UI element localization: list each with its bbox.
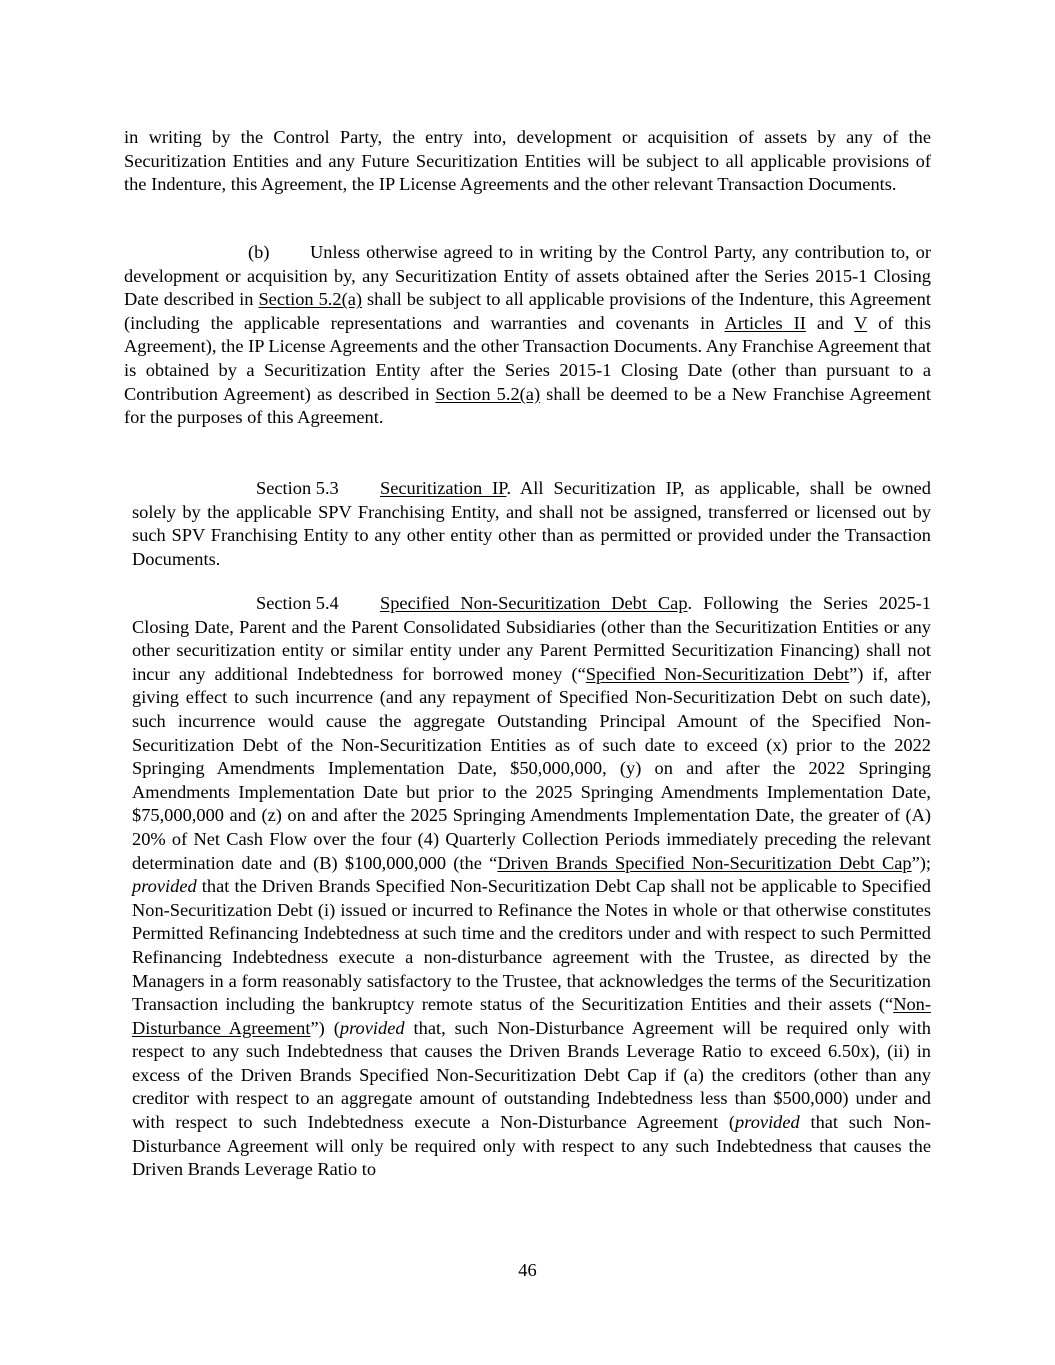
paragraph-text: in writing by the Control Party, the entry into, development or acquisition of assets by any of the Securitization Entities and any Future Securitization Entities will be subject to all applicable provisions of the Indenture, this Agreement, the IP License Agreements and the other relevant Transaction Documents. [124,127,931,195]
section-heading: Specified Non-Securitization Debt Cap [380,593,688,613]
paragraph-text: shall be subject to all applicable provisions of the Indenture, this Agreement (including the applicable representations and warranties and covenants in [124,289,931,333]
paragraph-text: that the Driven Brands Specified Non-Securitization Debt Cap shall not be applicable to Specified Non-Securitization Debt (i) issued or incurred to Refinance the Notes in whole or that otherwise constitutes Permitted Refinancing Indebtedness at such time and the creditors under and with respect to such Permitted Refinancing Indebtedness execute a non-disturbance agreement with the Trustee, as directed by the Managers in a form reasonably satisfactory to the Trustee, that acknowledges the terms of the Securitization Transaction including the bankruptcy remote status of the Securitization Entities and their assets (“ [132,876,931,1015]
paragraph-text: that such Non-Disturbance Agreement will only be required only with respect to any such Indebtedness that causes the Driven Brands Leverage Ratio to [132,1112,931,1180]
paragraph-text: of this Agreement), the IP License Agreements and the other Transaction Documents. Any Franchise Agreement that is obtained by a Securitization Entity after the Series 2015-1 Closing Date (other than pursuant to a Contribution Agreement) as described in [124,312,931,404]
paragraph-text: ”) if, after giving effect to such incurrence (and any repayment of Specified Non-Securitization Debt on such date), such incurrence would cause the aggregate Outstanding Principal Amount of the Specified Non-Securitization Debt of the Non-Securitization Entities as of such date to exceed (x) prior to the 2022 Springing Amendments Implementation Date, $50,000,000, (y) on and after the 2022 Springing Amendments Implementation Date but prior to the 2025 Springing Amendments Implementation Date, $75,000,000 and (z) on and after the 2025 Springing Amendments Implementation Date, the greater of (A) 20% of Net Cash Flow over the four (4) Quarterly Collection Periods immediately preceding the relevant determination date and (B) $100,000,000 (the “ [132,663,931,873]
paragraph-text: . All Securitization IP, as applicable, shall be owned solely by the applicable SPV Franchising Entity, and shall not be assigned, transferred or licensed out by such SPV Franchising Entity to any other entity other than as permitted or provided under the Transaction Documents. [132,478,932,569]
paragraph-continuation [124,126,931,197]
clause-label: (b) [248,242,270,262]
article-reference: V [854,312,868,333]
paragraph-text: Unless otherwise agreed to in writing by the Control Party, any contribution to, or development or acquisition by, any Securitization Entity of assets obtained after the Series 2015-1 Closing Date described in [124,242,931,310]
defined-term: Specified Non-Securitization Debt [585,663,850,684]
section-number: Section 5.3 [256,478,339,498]
paragraph-text: ”) ( [310,1017,340,1038]
section-heading: Securitization IP [380,478,507,498]
paragraph-text: shall be deemed to be a New Franchise Agreement for the purposes of this Agreement. [124,383,931,428]
paragraph-text: ”); [911,852,932,873]
paragraph-b [124,241,931,430]
proviso-term: provided [735,1112,800,1133]
articles-reference: Articles II [724,312,806,333]
proviso-term: provided [339,1017,405,1038]
section-reference: Section 5.2(a) [435,383,541,404]
section-5-3 [132,477,931,571]
paragraph-text: that, such Non-Disturbance Agreement will be required only with respect to any such Indebtedness that causes the Driven Brands Leverage Ratio to exceed 6.50x), (ii) in excess of the Driven Brands Specified Non-Securitization Debt Cap if (a) the creditors (other than any creditor with respect to an aggregate amount of outstanding Indebtedness less than $500,000) under and with respect to such Indebtedness execute a Non-Disturbance Agreement ( [132,1017,931,1133]
section-reference: Section 5.2(a) [258,289,362,310]
page-number: 46 [518,1260,537,1280]
section-number: Section 5.4 [256,593,339,613]
paragraph-text: and [805,312,855,333]
defined-term: Driven Brands Specified Non-Securitization Debt Cap [497,852,912,873]
defined-term: Non-Disturbance Agreement [132,994,931,1038]
proviso-term: provided [132,876,197,897]
paragraph-text: . Following the Series 2025-1 Closing Date, Parent and the Parent Consolidated Subsidiaries (other than the Securitization Entities or any other securitization entity or similar entity under any Parent Permitted Securitization Financing) shall not incur any additional Indebtedness for borrowed money (“ [132,593,931,684]
section-5-4 [132,592,931,1182]
